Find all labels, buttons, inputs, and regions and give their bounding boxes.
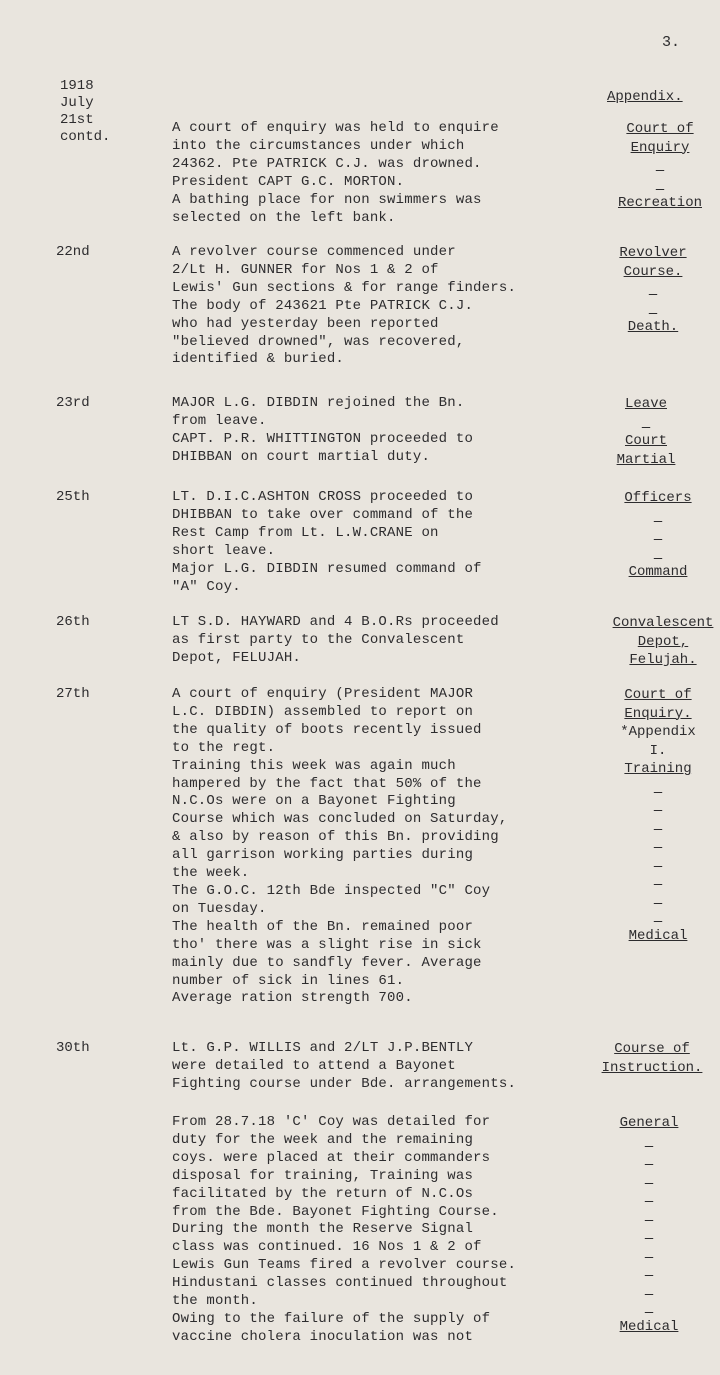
text-line: CAPT. P.R. WHITTINGTON proceeded to — [172, 430, 474, 447]
margin-note: Enquiry — [630, 139, 690, 156]
entry-date: 26th — [56, 614, 90, 630]
text-line: L.C. DIBDIN) assembled to report on — [172, 703, 474, 720]
text-line: Lewis' Gun sections & for range finders. — [172, 279, 517, 296]
text-line: Course which was concluded on Saturday, — [172, 811, 508, 828]
text-line: Major L.G. DIBDIN resumed command of — [172, 560, 482, 577]
text-line: duty for the week and the remaining — [172, 1131, 474, 1148]
text-line: LT S.D. HAYWARD and 4 B.O.Rs proceeded — [172, 614, 499, 630]
text-line: who had yesterday been reported — [172, 315, 439, 332]
margin-note — [602, 816, 714, 835]
margin-note — [603, 1133, 695, 1152]
text-line: into the circumstances under which — [172, 137, 465, 154]
year: 1918 — [60, 78, 94, 94]
text-line: Lt. G.P. WILLIS and 2/LT J.P.BENTLY — [172, 1040, 474, 1056]
text-line: A revolver course commenced under — [172, 244, 456, 260]
margin-note — [602, 871, 714, 890]
margin-note: Course of — [614, 1041, 690, 1057]
text-line: the month. — [172, 1293, 259, 1310]
text-line: Rest Camp from Lt. L.W.CRANE on — [172, 524, 439, 541]
date-header — [60, 78, 110, 146]
margin-note — [603, 545, 713, 564]
margin-note — [603, 526, 713, 545]
margin-note — [603, 1188, 695, 1207]
margin-note: Revolver — [619, 245, 687, 261]
entry-text — [172, 1040, 516, 1094]
margin-note: Medical — [619, 1318, 679, 1335]
day: 21st — [60, 112, 94, 128]
margin-notes — [605, 120, 715, 213]
text-line: selected on the left bank. — [172, 209, 396, 226]
margin-note — [602, 834, 714, 853]
margin-note — [602, 890, 714, 909]
text-line: as first party to the Convalescent — [172, 631, 465, 648]
margin-note: Court of — [626, 121, 694, 137]
margin-note — [602, 779, 714, 798]
page-number: 3. — [662, 34, 681, 51]
text-line: tho' there was a slight rise in sick — [172, 936, 482, 953]
margin-note: Felujah. — [629, 652, 697, 668]
text-line: The body of 243621 Pte PATRICK C.J. — [172, 297, 474, 314]
entry-text — [172, 1114, 516, 1347]
margin-note: Martial — [616, 451, 676, 468]
text-line: Depot, FELUJAH. — [172, 649, 302, 666]
margin-note: Depot, — [637, 633, 689, 650]
margin-note: Leave — [624, 396, 667, 412]
margin-notes — [603, 1114, 695, 1336]
text-line: Lewis Gun Teams fired a revolver course. — [172, 1257, 517, 1274]
text-line: President CAPT G.C. MORTON. — [172, 173, 405, 190]
margin-note: Enquiry. — [624, 705, 692, 722]
text-line: were detailed to attend a Bayonet — [172, 1057, 456, 1074]
entry-text — [172, 120, 499, 227]
margin-note — [606, 414, 686, 433]
text-line: MAJOR L.G. DIBDIN rejoined the Bn. — [172, 395, 465, 411]
margin-note: Death. — [627, 319, 679, 335]
margin-note — [598, 300, 708, 319]
text-line: all garrison working parties during — [172, 847, 474, 864]
continued-label: contd. — [60, 129, 111, 145]
text-line: A court of enquiry (President MAJOR — [172, 686, 474, 702]
text-line: Hindustani classes continued throughout — [172, 1275, 508, 1292]
entry-date: 22nd — [56, 244, 90, 260]
text-line: facilitated by the return of N.C.Os — [172, 1185, 474, 1202]
text-line: the week. — [172, 865, 250, 882]
margin-note: Recreation — [617, 195, 702, 211]
margin-note: I. — [649, 742, 667, 759]
text-line: the quality of boots recently issued — [172, 721, 482, 738]
text-line: number of sick in lines 61. — [172, 972, 405, 989]
margin-note — [603, 1244, 695, 1263]
margin-note: Officers — [624, 490, 692, 506]
text-line: A bathing place for non swimmers was — [172, 191, 482, 208]
entry-date: 25th — [56, 489, 90, 505]
margin-note: Training — [624, 761, 692, 777]
text-line: short leave. — [172, 542, 276, 559]
margin-notes — [603, 489, 713, 582]
margin-note — [603, 1262, 695, 1281]
text-line: & also by reason of this Bn. providing — [172, 829, 499, 846]
text-line: 2/Lt H. GUNNER for Nos 1 & 2 of — [172, 261, 439, 278]
margin-note: Instruction. — [601, 1059, 703, 1076]
text-line: The health of the Bn. remained poor — [172, 918, 474, 935]
text-line: During the month the Reserve Signal — [172, 1221, 474, 1238]
text-line: The G.O.C. 12th Bde inspected "C" Coy — [172, 882, 491, 899]
text-line: DHIBBAN on court martial duty. — [172, 448, 431, 465]
margin-notes — [602, 686, 714, 945]
text-line: DHIBBAN to take over command of the — [172, 506, 474, 523]
text-line: from the Bde. Bayonet Fighting Course. — [172, 1203, 499, 1220]
margin-note: General — [619, 1115, 679, 1131]
text-line: Training this week was again much — [172, 757, 456, 774]
text-line: N.C.Os were on a Bayonet Fighting — [172, 793, 456, 810]
text-line: Average ration strength 700. — [172, 990, 413, 1007]
margin-note — [603, 1225, 695, 1244]
margin-note — [602, 797, 714, 816]
margin-notes — [607, 614, 719, 670]
text-line: A court of enquiry was held to enquire — [172, 120, 499, 136]
margin-note: Court of — [624, 687, 692, 703]
text-line: disposal for training, Training was — [172, 1167, 474, 1184]
margin-note — [598, 281, 708, 300]
entry-date: 27th — [56, 686, 90, 702]
text-line: hampered by the fact that 50% of the — [172, 775, 482, 792]
text-line: Owing to the failure of the supply of — [172, 1310, 491, 1327]
text-line: "A" Coy. — [172, 578, 241, 595]
text-line: coys. were placed at their commanders — [172, 1149, 491, 1166]
text-line: on Tuesday. — [172, 900, 267, 917]
margin-note — [602, 908, 714, 927]
text-line: vaccine cholera inoculation was not — [172, 1328, 474, 1345]
text-line: class was continued. 16 Nos 1 & 2 of — [172, 1239, 482, 1256]
margin-note — [603, 508, 713, 527]
margin-note: Command — [628, 564, 688, 580]
text-line: "believed drowned", was recovered, — [172, 333, 465, 350]
margin-notes — [592, 1040, 712, 1077]
text-line: identified & buried. — [172, 351, 345, 368]
margin-note — [603, 1151, 695, 1170]
text-line: from leave. — [172, 412, 267, 429]
appendix-header: Appendix. — [607, 89, 683, 105]
margin-note — [603, 1170, 695, 1189]
text-line: LT. D.I.C.ASHTON CROSS proceeded to — [172, 489, 474, 505]
text-line: Fighting course under Bde. arrangements. — [172, 1075, 517, 1092]
margin-note — [605, 157, 715, 176]
entry-text — [172, 686, 507, 1008]
margin-note — [603, 1299, 695, 1318]
margin-note — [605, 176, 715, 195]
entry-date: 23rd — [56, 395, 90, 411]
margin-note: Medical — [628, 927, 688, 944]
text-line: to the regt. — [172, 739, 276, 756]
text-line: mainly due to sandfly fever. Average — [172, 954, 482, 971]
entry-text — [172, 489, 482, 596]
text-line: 24362. Pte PATRICK C.J. was drowned. — [172, 155, 482, 172]
margin-note — [603, 1281, 695, 1300]
margin-notes — [606, 395, 686, 469]
entry-text — [172, 395, 473, 467]
margin-note: Course. — [623, 263, 683, 280]
margin-note: *Appendix — [620, 724, 696, 740]
month: July — [60, 95, 94, 111]
entry-text — [172, 244, 516, 369]
margin-note — [602, 853, 714, 872]
text-line: From 28.7.18 'C' Coy was detailed for — [172, 1114, 491, 1130]
entry-date: 30th — [56, 1040, 90, 1056]
margin-note: Court — [624, 433, 667, 449]
margin-note: Convalescent — [612, 615, 714, 631]
entry-text — [172, 614, 499, 668]
margin-notes — [598, 244, 708, 337]
margin-note — [603, 1207, 695, 1226]
